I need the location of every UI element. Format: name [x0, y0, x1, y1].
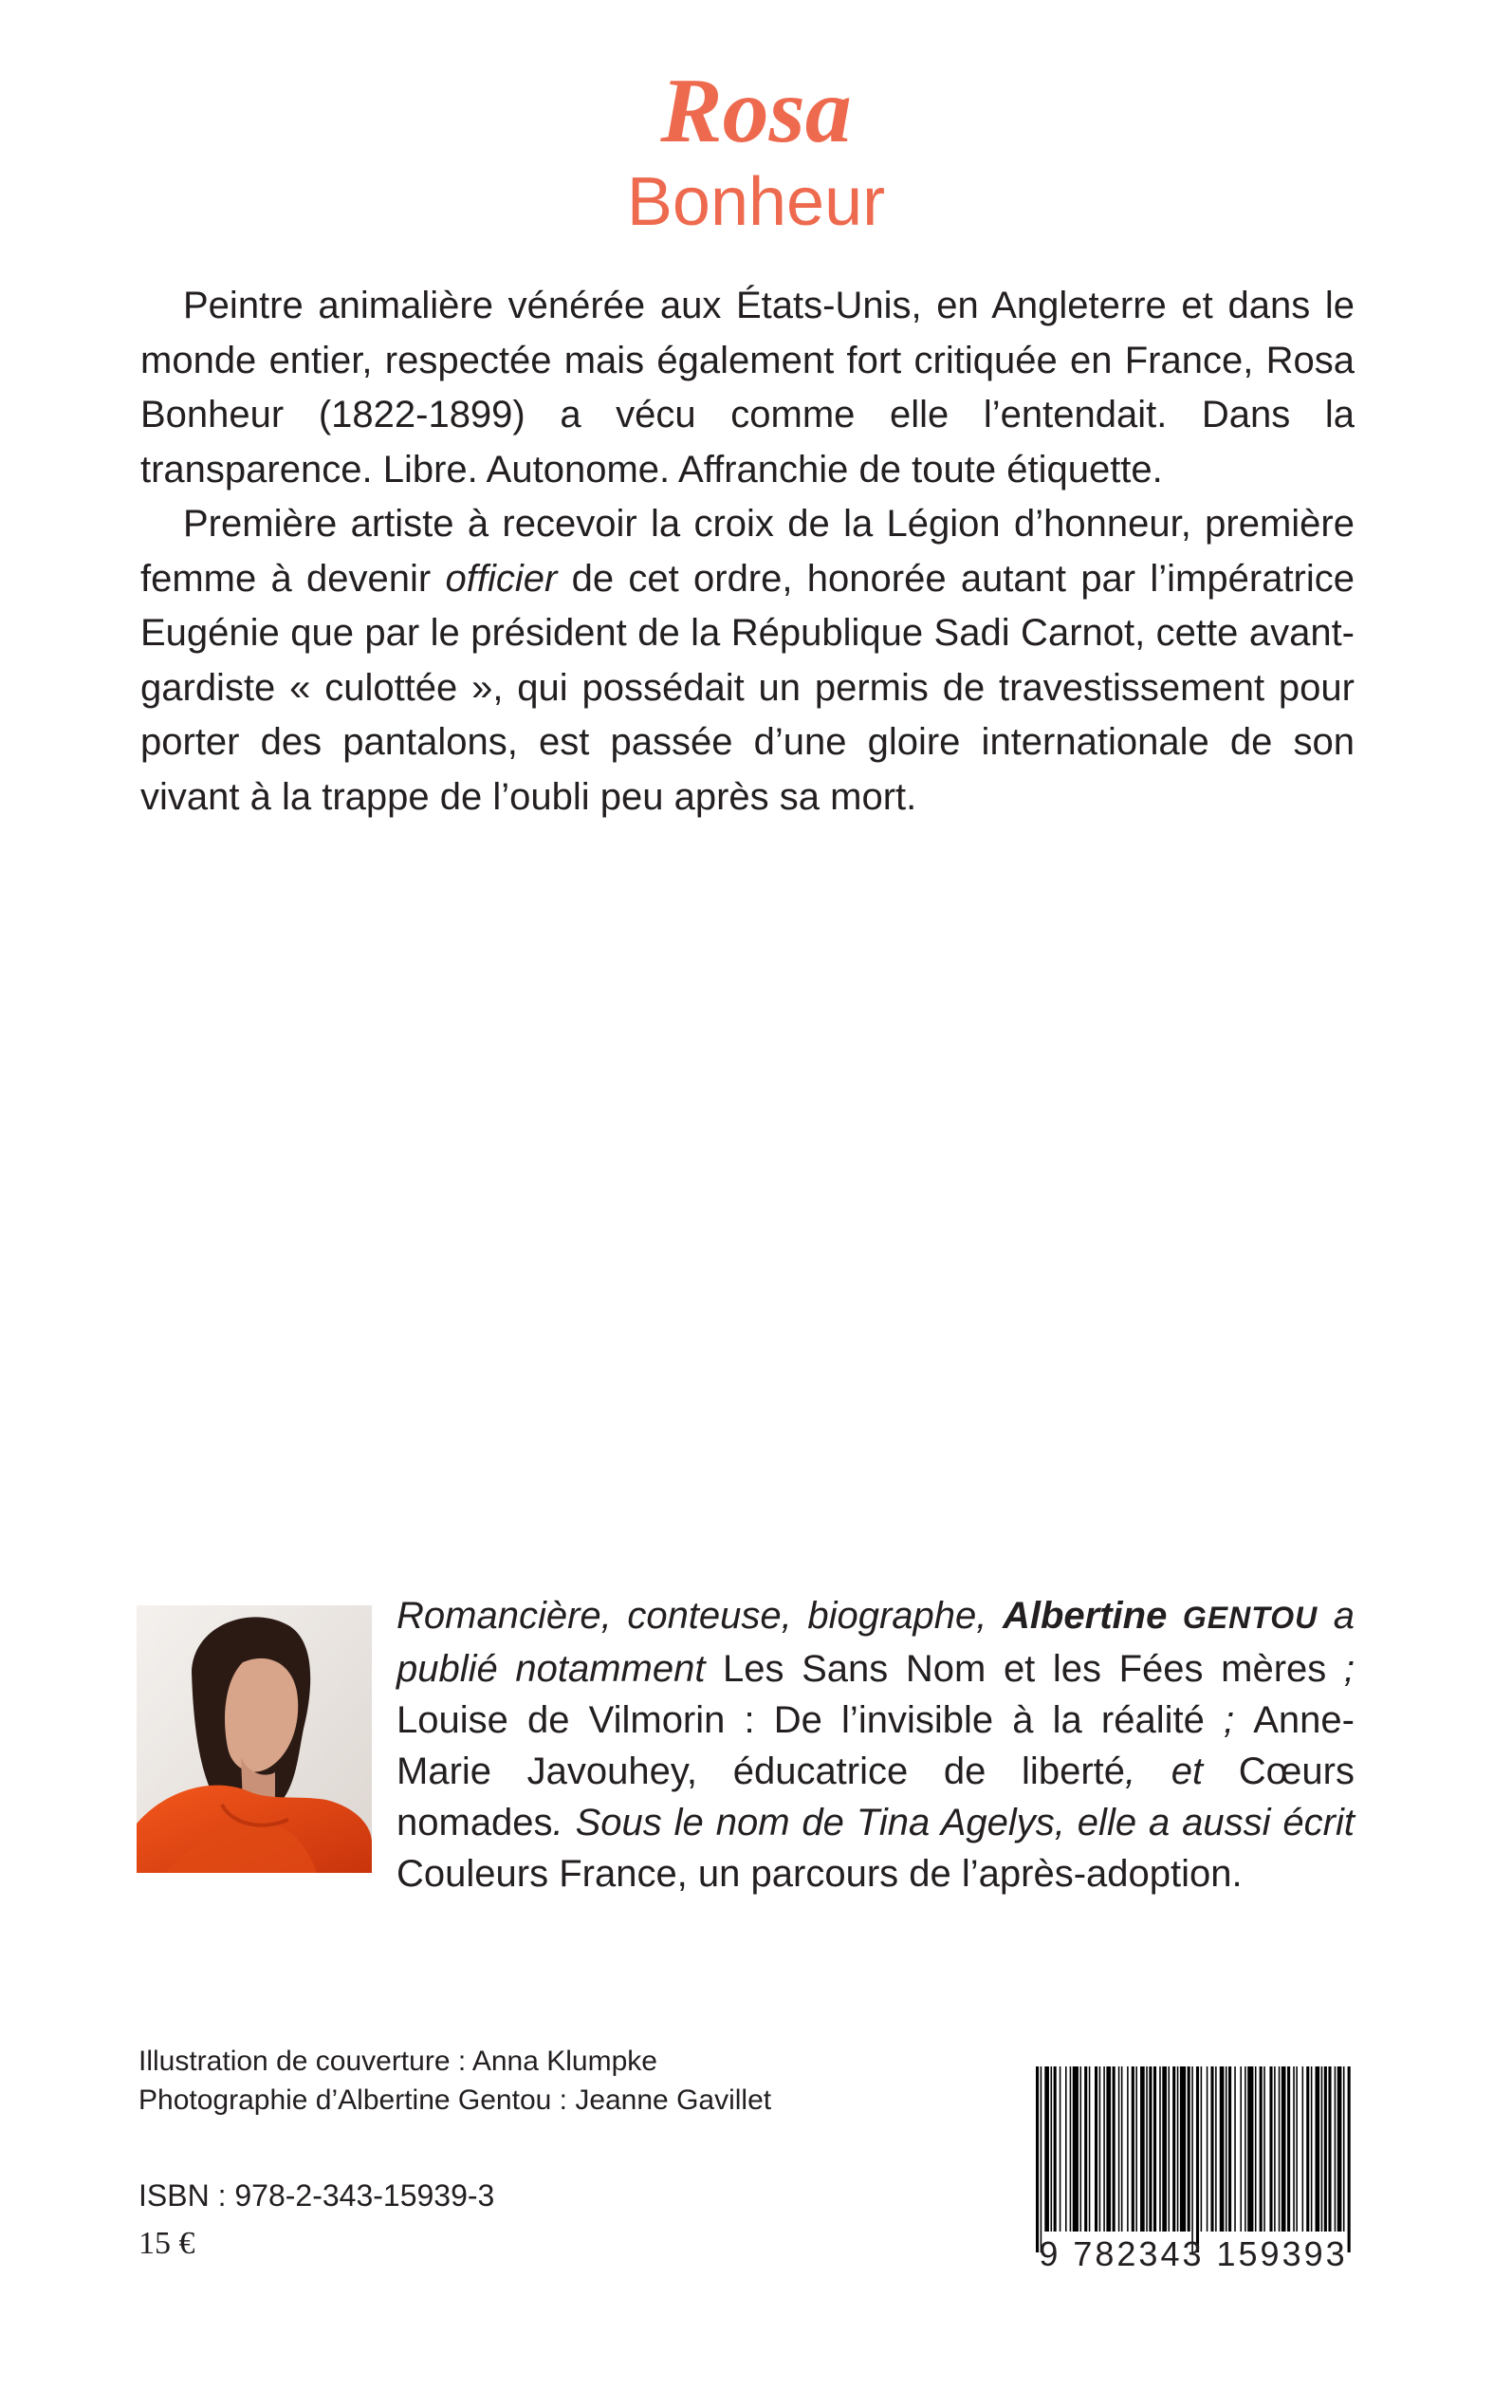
barcode-bar: [1343, 2066, 1345, 2232]
barcode-bar: [1296, 2066, 1298, 2232]
barcode-bar: [1177, 2066, 1179, 2232]
price: 15 €: [138, 2226, 195, 2261]
barcode-bar: [1335, 2066, 1337, 2232]
bio-separator: , et: [1125, 1750, 1239, 1792]
barcode-bar: [1191, 2066, 1193, 2252]
credits: [138, 2042, 771, 2120]
blurb-paragraph: [140, 497, 1355, 824]
barcode-bar: [1240, 2066, 1242, 2232]
barcode-bar: [1127, 2066, 1129, 2232]
barcode-bar: [1311, 2066, 1313, 2232]
barcode-bar: [1153, 2066, 1156, 2232]
barcode-bar: [1180, 2066, 1186, 2232]
barcode-bar: [1247, 2066, 1253, 2232]
barcode-bar: [1060, 2066, 1061, 2232]
barcode-bar: [1073, 2066, 1079, 2232]
author-bio: [396, 1590, 1355, 1899]
isbn: ISBN : 978-2-343-15939-3: [138, 2178, 495, 2213]
barcode-bar: [1103, 2066, 1105, 2232]
barcode-bar: [1054, 2066, 1057, 2232]
blurb-paragraph: Peintre animalière vénérée aux États-Unis, en Angleterre et dans le monde entier, respectée mais également fort critiquée en France, Rosa Bonheur (1822-1899) a vécu comme elle l’entendait. Dans la transparence. Libre. Autonome. Affranchie de toute étiquette.: [140, 285, 1355, 491]
barcode-bar: [1328, 2066, 1331, 2232]
barcode-bar: [1255, 2066, 1257, 2232]
barcode-bar: [1095, 2066, 1097, 2232]
book-work-title: Anne-Marie Javouhey, éducatrice de liberté: [396, 1699, 1355, 1792]
barcode-bar: [1274, 2066, 1276, 2232]
barcode-bar: [1146, 2066, 1148, 2232]
bio-separator: ;: [1326, 1648, 1355, 1690]
barcode-bar: [1044, 2066, 1049, 2232]
bio-text: a publié notamment: [396, 1595, 1355, 1690]
book-work-title: Les Sans Nom et les Fées mères: [723, 1648, 1327, 1690]
photo-credit: Photographie d’Albertine Gentou : Jeanne Gavillet: [138, 2084, 772, 2116]
barcode-bar: [1210, 2066, 1213, 2232]
barcode-bar: [1228, 2066, 1231, 2232]
book-work-title: Cœurs nomades: [396, 1750, 1355, 1843]
barcode-bar: [1269, 2066, 1272, 2232]
barcode-bar: [1121, 2066, 1123, 2232]
barcode-bar: [1226, 2066, 1227, 2232]
barcode-bar: [1215, 2066, 1217, 2232]
barcode-bar: [1348, 2066, 1351, 2252]
barcode-bar: [1036, 2066, 1039, 2252]
barcode-bar: [1196, 2066, 1199, 2252]
barcode-bar: [1084, 2066, 1087, 2232]
barcode-bar: [1287, 2066, 1290, 2232]
barcode-bar: [1132, 2066, 1134, 2232]
barcode-bar: [1220, 2066, 1225, 2232]
barcode-bar: [1207, 2066, 1208, 2232]
barcode-digits: 9 782343 159393: [1039, 2234, 1348, 2273]
barcode-bar: [1051, 2066, 1053, 2232]
back-cover-blurb: [140, 279, 1355, 824]
blurb-emphasis: officier: [445, 557, 558, 600]
barcode-bar: [1201, 2066, 1203, 2232]
barcode-bar: [1302, 2066, 1304, 2232]
barcode-bar: [1159, 2066, 1161, 2232]
blurb-text: Première artiste à recevoir la croix de la Légion d’honneur, première femme à devenir: [140, 503, 1355, 600]
barcode-bar: [1162, 2066, 1167, 2232]
author-photo: [137, 1605, 372, 1873]
barcode-bar: [1135, 2066, 1137, 2232]
illustration-credit: Illustration de couverture : Anna Klumpke: [138, 2046, 657, 2077]
book-work-title: Louise de Vilmorin : De l’invisible à la réalité: [396, 1699, 1205, 1741]
barcode-bar: [1279, 2066, 1281, 2232]
barcode-bar: [1321, 2066, 1323, 2232]
title-last-name: Bonheur: [626, 164, 886, 240]
barcode-bar: [1041, 2066, 1042, 2252]
bio-end: .: [1231, 1853, 1243, 1895]
barcode-bar: [1282, 2066, 1286, 2232]
barcode-bar: [1149, 2066, 1152, 2232]
barcode-bar: [1188, 2066, 1190, 2232]
barcode-bar: [1106, 2066, 1111, 2232]
author-name: [1003, 1595, 1318, 1637]
bio-text: . Sous le nom de Tina Agelys, elle a aussi écrit: [552, 1802, 1355, 1843]
author-first-name: Albertine: [1002, 1595, 1183, 1637]
barcode-bar: [1337, 2066, 1342, 2232]
barcode-bar: [1263, 2066, 1265, 2232]
barcode-bar: [1065, 2066, 1067, 2232]
barcode-bar: [1118, 2066, 1120, 2232]
title-first-name: Rosa: [660, 60, 852, 162]
barcode-bar: [1080, 2066, 1082, 2232]
bio-separator: ;: [1204, 1699, 1254, 1741]
barcode-bar: [1306, 2066, 1309, 2232]
bio-text: Romancière, conteuse, biographe,: [396, 1595, 1003, 1637]
barcode-bar: [1245, 2066, 1246, 2232]
barcode-bar: [1234, 2066, 1236, 2232]
barcode-bar: [1099, 2066, 1101, 2232]
barcode-bar: [1169, 2066, 1171, 2232]
barcode-bar: [1293, 2066, 1295, 2232]
barcode-bar: [1113, 2066, 1116, 2232]
book-work-title: Couleurs France, un parcours de l’après-adoption: [396, 1853, 1232, 1895]
author-last-name: GENTOU: [1182, 1601, 1318, 1635]
author-portrait-illustration: [137, 1605, 372, 1873]
barcode-bar: [1140, 2066, 1145, 2232]
barcode-bar: [1316, 2066, 1320, 2232]
barcode-bar: [1260, 2066, 1263, 2232]
blurb-text: de cet ordre, honorée autant par l’impératrice Eugénie que par le président de la République Sadi Carnot, cette avant-gardiste « culottée », qui possédait un permis de travestissement pour porter des pantalons, est passée d’une gloire internationale de son vivant à la trappe de l’oubli peu après sa mort.: [140, 557, 1355, 818]
barcode-bar: [1172, 2066, 1175, 2232]
book-title: [0, 59, 1512, 241]
barcode-bar: [1324, 2066, 1327, 2232]
barcode-bar: [1070, 2066, 1072, 2232]
barcode-bar: [1089, 2066, 1091, 2232]
